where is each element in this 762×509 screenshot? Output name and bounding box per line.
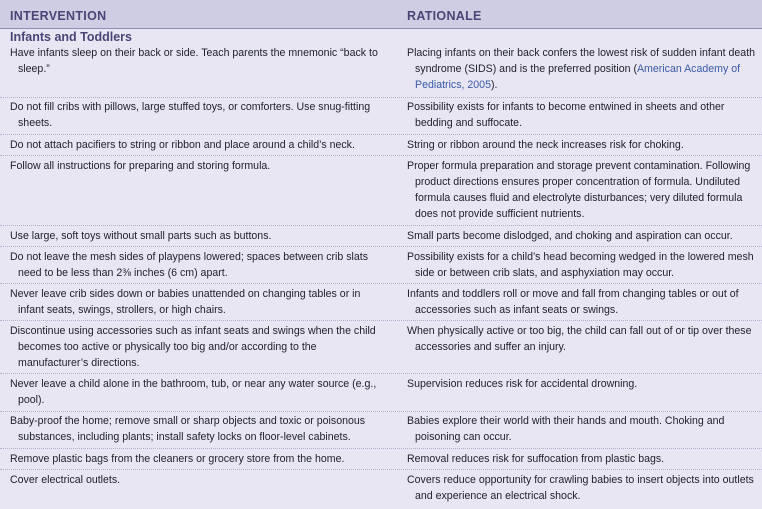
rationale-cell: Proper formula preparation and storage prevent contamination. Following product directions ensures proper concentration of formula. Undiluted formula causes fluid and electrolyte disturbances; very diluted formula does not provide sufficient nutrients. <box>407 160 751 220</box>
rationale-cell: Removal reduces risk for suffocation from plastic bags. <box>407 453 665 465</box>
intervention-cell: Discontinue using accessories such as infant seats and swings when the child becomes too active or physically too big and/or according to the manufacturer’s directions. <box>10 325 376 369</box>
row-divider <box>0 225 762 226</box>
intervention-column-header: INTERVENTION <box>10 9 107 23</box>
rationale-cell: When physically active or too big, the child can fall out of or tip over these accessories and suffer an injury. <box>407 325 752 353</box>
row-divider <box>0 134 762 135</box>
intervention-cell: Never leave crib sides down or babies unattended on changing tables or in infant seats, swings, strollers, or high chairs. <box>10 288 361 316</box>
row-divider <box>0 373 762 374</box>
intervention-cell: Have infants sleep on their back or side. Teach parents the mnemonic “back to sleep.” <box>10 47 378 75</box>
section-title: Infants and Toddlers <box>10 30 132 44</box>
rationale-cell: Covers reduce opportunity for crawling babies to insert objects into outlets and experience an electrical shock. <box>407 474 754 502</box>
row-divider <box>0 469 762 470</box>
intervention-cell: Baby-proof the home; remove small or sharp objects and toxic or poisonous substances, including plants; install safety locks on floor-level cabinets. <box>10 415 366 443</box>
row-divider <box>0 320 762 321</box>
rationale-cell: String or ribbon around the neck increases risk for choking. <box>407 139 684 151</box>
rationale-cell: Possibility exists for infants to become entwined in sheets and other bedding and suffocate. <box>407 101 725 129</box>
citation-link[interactable]: American Academy of Pediatrics, 2005 <box>415 63 741 91</box>
rationale-text-end: ). <box>490 79 498 91</box>
rationale-cell: Small parts become dislodged, and choking and aspiration can occur. <box>407 230 733 242</box>
row-divider <box>0 283 762 284</box>
rationale-cell: Babies explore their world with their hands and mouth. Choking and poisoning can occur. <box>407 415 725 443</box>
rationale-cell: Possibility exists for a child’s head becoming wedged in the lowered mesh side or between crib slats, and asphyxiation may occur. <box>407 251 754 279</box>
rationale-column-header: RATIONALE <box>407 9 482 23</box>
row-divider <box>0 155 762 156</box>
intervention-cell: Follow all instructions for preparing and storing formula. <box>10 160 271 172</box>
rationale-cell: Infants and toddlers roll or move and fall from changing tables or out of accessories such as infant seats or swings. <box>407 288 739 316</box>
row-divider <box>0 411 762 412</box>
intervention-cell: Never leave a child alone in the bathroom, tub, or near any water source (e.g., pool). <box>10 378 377 406</box>
intervention-cell: Remove plastic bags from the cleaners or grocery store from the home. <box>10 453 345 465</box>
intervention-cell: Do not leave the mesh sides of playpens lowered; spaces between crib slats need to be less than 2⅜ inches (6 cm) apart. <box>10 251 369 279</box>
intervention-cell: Cover electrical outlets. <box>10 474 121 486</box>
rationale-cell <box>407 45 757 93</box>
row-divider <box>0 97 762 98</box>
rationale-text: Placing infants on their back confers the lowest risk of sudden infant death syndrome (SIDS) and is the preferred position ( <box>407 47 756 75</box>
intervention-cell: Do not fill cribs with pillows, large stuffed toys, or comforters. Use snug-fitting sheets. <box>10 101 371 129</box>
rationale-cell: Supervision reduces risk for accidental drowning. <box>407 378 638 390</box>
table-header <box>0 0 762 29</box>
row-divider <box>0 246 762 247</box>
row-divider <box>0 448 762 449</box>
intervention-cell: Use large, soft toys without small parts such as buttons. <box>10 230 272 242</box>
intervention-cell: Do not attach pacifiers to string or ribbon and place around a child’s neck. <box>10 139 355 151</box>
